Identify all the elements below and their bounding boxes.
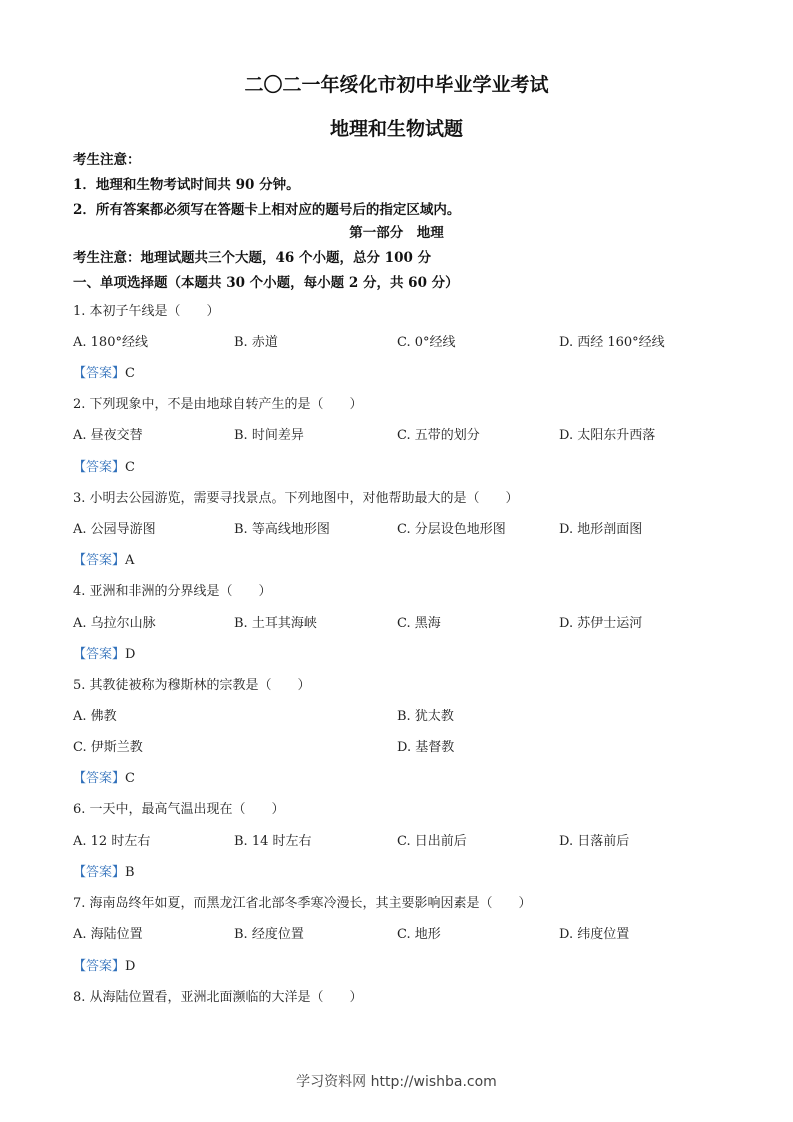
question-option: D. 基督教: [397, 740, 455, 755]
answer-line: [73, 362, 135, 381]
question-option: D. 纬度位置: [559, 927, 630, 942]
question-option: C. 黑海: [397, 616, 441, 631]
question-option: B. 赤道: [234, 335, 278, 350]
question-option: A. 公园导游图: [73, 522, 156, 537]
question-option: C. 伊斯兰教: [73, 740, 143, 755]
answer-line: [73, 549, 134, 568]
question-stem: 3. 小明去公园游览，需要寻找景点。下列地图中，对他帮助最大的是（ ）: [73, 491, 519, 506]
question-stem: 2. 下列现象中，不是由地球自转产生的是（ ）: [73, 397, 363, 412]
part-title: 第一部分 地理: [349, 225, 444, 241]
part-notice: 考生注意：地理试题共三个大题，46 个小题，总分 100 分: [73, 250, 432, 266]
question-option: C. 日出前后: [397, 834, 467, 849]
question-option: B. 等高线地形图: [234, 522, 330, 537]
answer-value: C: [125, 460, 135, 475]
question-option: D. 太阳东升西落: [559, 428, 656, 443]
answer-value: D: [125, 647, 136, 662]
answer-label: 【答案】: [73, 865, 126, 880]
answer-label: 【答案】: [73, 771, 126, 786]
question-option: B. 时间差异: [234, 428, 304, 443]
answer-line: [73, 643, 135, 662]
answer-value: B: [125, 865, 135, 880]
question-option: A. 180°经线: [73, 335, 148, 350]
answer-line: [73, 456, 135, 475]
question-option: A. 乌拉尔山脉: [73, 616, 156, 631]
question-option: C. 分层设色地形图: [397, 522, 506, 537]
question-stem: 6. 一天中，最高气温出现在（ ）: [73, 802, 285, 817]
footer-watermark: 学习资料网 http://wishba.com: [296, 1074, 497, 1090]
answer-value: A: [125, 553, 135, 568]
question-option: A. 12 时左右: [73, 834, 151, 849]
notice-item-1: 1．地理和生物考试时间共 90 分钟。: [73, 177, 300, 193]
question-option: C. 地形: [397, 927, 441, 942]
question-stem: 7. 海南岛终年如夏，而黑龙江省北部冬季寒冷漫长，其主要影响因素是（ ）: [73, 896, 532, 911]
question-option: B. 土耳其海峡: [234, 616, 317, 631]
question-stem: 1. 本初子午线是（ ）: [73, 304, 220, 319]
question-option: B. 经度位置: [234, 927, 304, 942]
answer-label: 【答案】: [73, 647, 126, 662]
question-stem: 5. 其教徒被称为穆斯林的宗教是（ ）: [73, 678, 311, 693]
answer-value: D: [125, 959, 136, 974]
answer-value: C: [125, 366, 135, 381]
answer-label: 【答案】: [73, 460, 126, 475]
answer-line: [73, 767, 135, 786]
question-option: C. 五带的划分: [397, 428, 480, 443]
question-stem: 4. 亚洲和非洲的分界线是（ ）: [73, 584, 272, 599]
question-option: D. 日落前后: [559, 834, 630, 849]
question-stem: 8. 从海陆位置看，亚洲北面濒临的大洋是（ ）: [73, 990, 363, 1005]
notice-heading: 考生注意：: [73, 152, 141, 168]
answer-line: [73, 955, 135, 974]
answer-label: 【答案】: [73, 553, 126, 568]
exam-title: 二〇二一年绥化市初中毕业学业考试: [244, 74, 549, 96]
question-option: A. 昼夜交替: [73, 428, 143, 443]
question-option: C. 0°经线: [397, 335, 456, 350]
answer-line: [73, 861, 135, 880]
question-option: D. 苏伊士运河: [559, 616, 643, 631]
question-option: A. 海陆位置: [73, 927, 143, 942]
question-option: B. 犹太教: [397, 709, 454, 724]
answer-label: 【答案】: [73, 959, 126, 974]
question-option: D. 地形剖面图: [559, 522, 643, 537]
notice-item-2: 2．所有答案都必须写在答题卡上相对应的题号后的指定区域内。: [73, 202, 461, 218]
question-option: D. 西经 160°经线: [559, 335, 665, 350]
answer-value: C: [125, 771, 135, 786]
question-option: A. 佛教: [73, 709, 117, 724]
question-option: B. 14 时左右: [234, 834, 312, 849]
section-heading: 一、单项选择题（本题共 30 个小题，每小题 2 分，共 60 分）: [73, 275, 459, 291]
answer-label: 【答案】: [73, 366, 126, 381]
exam-subtitle: 地理和生物试题: [329, 118, 463, 140]
